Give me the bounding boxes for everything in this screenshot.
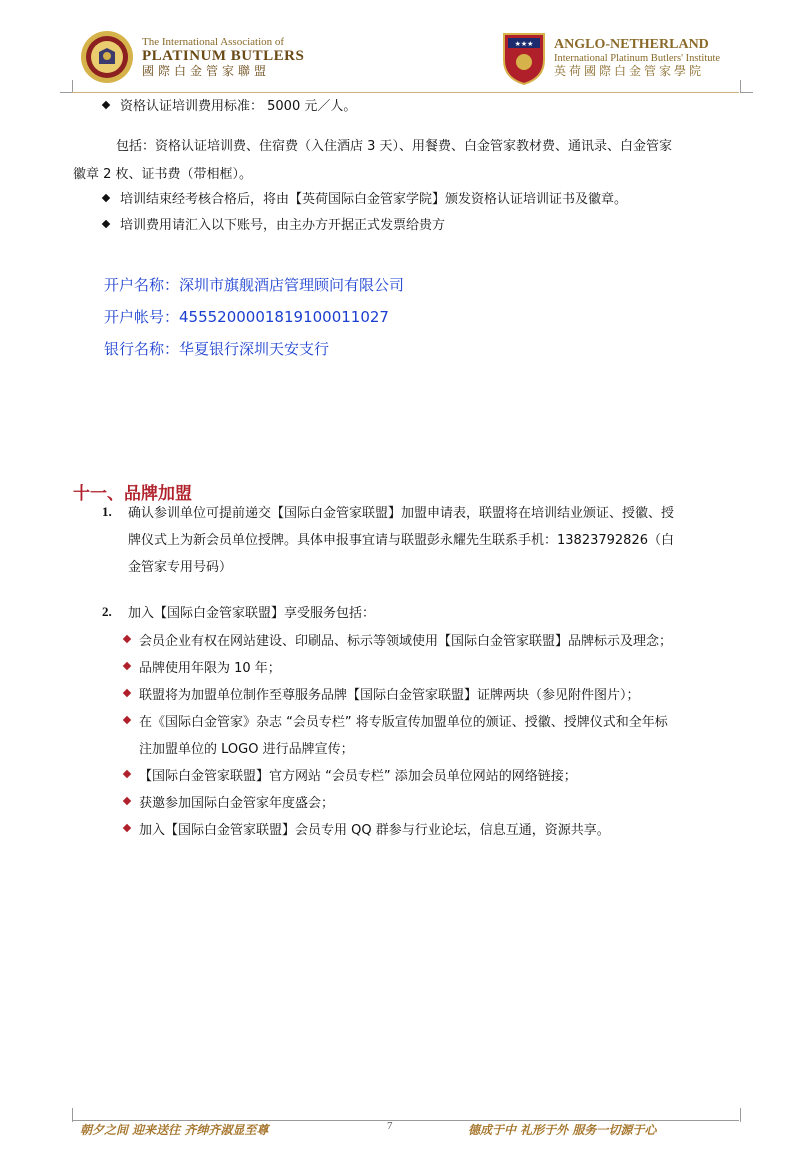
institute-shield-icon <box>500 30 548 86</box>
assoc-name-chinese: 國際白金管家聯盟 <box>142 63 271 78</box>
section-title: 十一、品牌加盟 <box>73 484 192 504</box>
assoc-name-line1: The International Association of <box>142 36 285 49</box>
bullet-icon <box>102 101 110 109</box>
item2-intro: 加入【国际白金管家联盟】享受服务包括： <box>128 606 376 621</box>
bullet-icon <box>123 797 131 805</box>
account-number: 开户帐号：4555200001819100011027 <box>104 308 389 326</box>
bullet-icon <box>123 689 131 697</box>
fee-standard: 资格认证培训费用标准： 5000 元／人。 <box>120 99 357 114</box>
bullet-icon <box>123 635 131 643</box>
item2-number: 2. <box>102 604 112 619</box>
bank-name: 银行名称：华夏银行深圳天安支行 <box>104 340 330 358</box>
corner-mark <box>740 80 753 93</box>
item1-line1: 确认参训单位可提前递交【国际白金管家联盟】加盟申请表，联盟将在培训结业颁证、授徽、授 <box>128 506 675 521</box>
fee-certificate: 培训结束经考核合格后，将由【英荷国际白金管家学院】颁发资格认证培训证书及徽章。 <box>120 192 628 207</box>
institute-name-line1: ANGLO-NETHERLAND <box>554 37 709 53</box>
anglo-netherland-brand <box>500 30 720 86</box>
account-name: 开户名称：深圳市旗舰酒店管理顾问有限公司 <box>104 276 405 294</box>
bullet-icon <box>102 220 110 228</box>
bullet-icon <box>123 824 131 832</box>
svg-text:★★★: ★★★ <box>514 40 534 48</box>
fee-includes-line2: 徽章 2 枚、证书费（带相框）。 <box>73 167 253 182</box>
fee-remit: 培训费用请汇入以下账号，由主办方开据正式发票给贵方 <box>120 218 446 233</box>
benefit-item: 品牌使用年限为 10 年； <box>139 661 281 676</box>
item1-number: 1. <box>102 504 112 519</box>
benefit-item: 联盟将为加盟单位制作至尊服务品牌【国际白金管家联盟】证牌两块（参见附件图片）； <box>139 688 640 703</box>
bullet-icon <box>123 770 131 778</box>
benefit-item: 加入【国际白金管家联盟】会员专用 QQ 群参与行业论坛，信息互通，资源共享。 <box>139 823 610 838</box>
benefit-item: 【国际白金管家联盟】官方网站 “会员专栏” 添加会员单位网站的网络链接； <box>139 769 577 784</box>
item1-line3: 金管家专用号码） <box>128 560 233 575</box>
benefit-item-continued: 注加盟单位的 LOGO 进行品牌宣传； <box>139 742 354 757</box>
platinum-butlers-brand <box>80 30 304 84</box>
bullet-icon <box>123 716 131 724</box>
assoc-name-line2: PLATINUM BUTLERS <box>142 48 305 65</box>
bullet-icon <box>123 662 131 670</box>
page-header <box>0 0 791 100</box>
platinum-butlers-seal-icon <box>80 30 134 84</box>
benefit-item: 在《国际白金管家》杂志 “会员专栏” 将专版宣传加盟单位的颁证、授徽、授牌仪式和全年标 <box>139 715 668 730</box>
page-number: 7 <box>387 1120 393 1132</box>
footer-motto-right: 德成于中 礼形于外 服务一切源于心 <box>468 1123 657 1137</box>
footer-motto-left: 朝夕之间 迎来送往 齐绅齐淑显至尊 <box>80 1123 269 1137</box>
bullet-icon <box>102 194 110 202</box>
fee-includes-line1: 包括：资格认证培训费、住宿费（入住酒店 3 天）、用餐费、白金管家教材费、通讯录、白金管家 <box>116 139 673 154</box>
institute-name-chinese: 英荷國際白金管家學院 <box>554 64 705 79</box>
corner-mark <box>740 1108 753 1122</box>
benefit-item: 会员企业有权在网站建设、印刷品、标示等领域使用【国际白金管家联盟】品牌标示及理念； <box>139 634 673 649</box>
header-divider <box>72 92 739 93</box>
institute-name-line2: International Platinum Butlers' Institute <box>554 53 721 65</box>
benefit-item: 获邀参加国际白金管家年度盛会； <box>139 796 335 811</box>
item1-line2: 牌仪式上为新会员单位授牌。具体申报事宜请与联盟彭永耀先生联系手机：13823792826（白 <box>128 533 674 548</box>
